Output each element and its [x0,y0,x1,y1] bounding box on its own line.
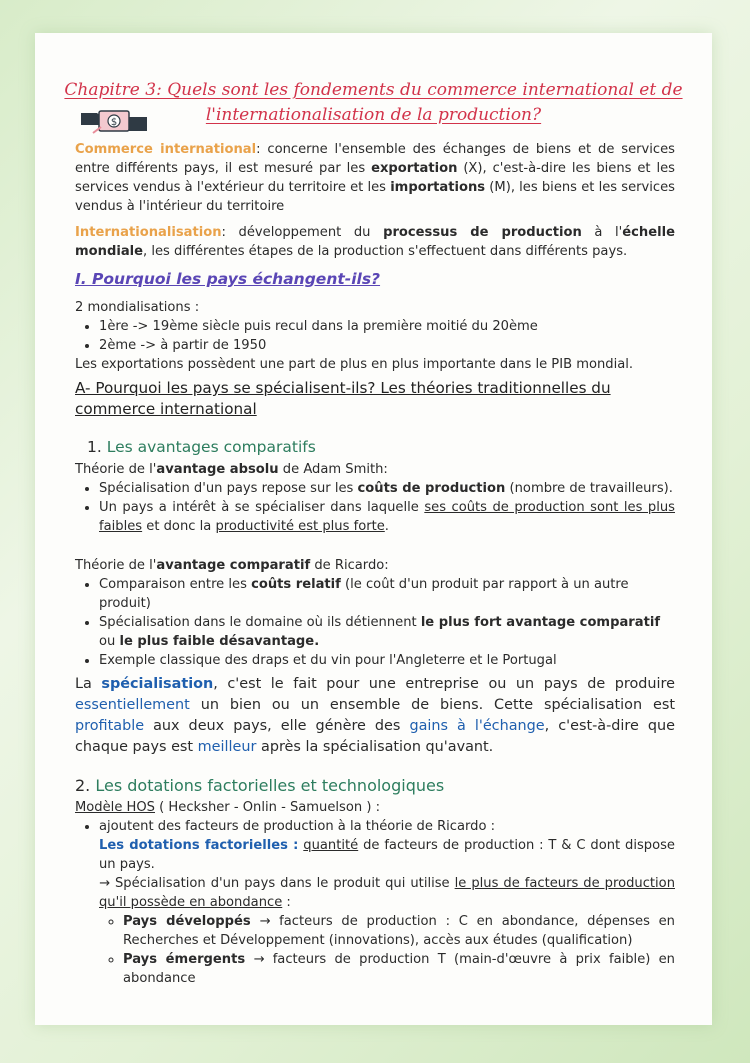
svg-text:$: $ [110,117,118,128]
section-1-heading: I. Pourquoi les pays échangent-ils? [75,270,381,288]
hos-model: Modèle HOS ( Hecksher - Onlin - Samuelson ) : • ajoutent des facteurs de production à la théorie de Ricardo : Les dotations factorielles : quantité de facteurs de production : T & C dont dispose un pays. → Spécialisation d'un pays dans le produit qui utilise le plus de facteurs de production qu'il possède en abondance : ◦ Pays développés → facteurs de production : C en abondance, dépenses en Recherches et Développement (innovations), accès aux études (qualification) ◦ Pays émergents → facteurs de production T (main-d'œuvre à prix faible) en abondance [75,798,675,988]
definition-commerce: Commerce international: concerne l'ensemble des échanges de biens et de services entre différents pays, il est mesuré par les exportation (X), c'est-à-dire les biens et les services vendus à l'extérieur du territoire et les importations (M), les biens et les services vendus à l'intérieur du territoire [75,142,676,214]
smith-theory: Théorie de l'avantage absolu de Adam Smith: • Spécialisation d'un pays repose sur les coûts de production (nombre de travailleurs). • Un pays a intérêt à se spécialiser dans laquelle ses coûts de production sont les plus faibles et donc la productivité est plus forte. [75,460,675,536]
ricardo-theory: Théorie de l'avantage comparatif de Ricardo: • Comparaison entre les coûts relatif (le coût d'un produit par rapport à un autre produit) • Spécialisation dans le domaine où ils détiennent le plus fort avantage comparatif ou le plus faible désavantage. • Exemple classique des draps et du vin pour l'Angleterre et le Portugal [75,556,675,670]
document-page [35,33,712,1025]
specialisation-paragraph: La spécialisation, c'est le fait pour une entreprise ou un pays de produire essentiellement un bien ou un ensemble de biens. Cette spécialisation est profitable aux deux pays, elle génère des gains à l'échange, c'est-à-dire que chaque pays est meilleur après la spécialisation qu'avant. [75,676,676,755]
subsection-2-heading: 2. Les dotations factorielles et technologiques [75,776,445,795]
list-item: • Spécialisation d'un pays repose sur les coûts de production (nombre de travailleurs). [99,479,675,498]
subsection-1-heading: 1. Les avantages comparatifs [87,438,316,456]
list-item: • Comparaison entre les coûts relatif (le coût d'un produit par rapport à un autre produit) [99,575,675,613]
section-a-heading: A- Pourquoi les pays se spécialisent-ils? Les théories traditionnelles du commerce international [75,379,611,418]
list-item: • 1ère -> 19ème siècle puis recul dans la première moitié du 20ème [99,317,675,336]
chapter-title [35,78,712,128]
list-item: • 2ème -> à partir de 1950 [99,336,675,355]
definition-internationalisation: Internationalisation: développement du processus de production à l'échelle mondiale, les différentes étapes de la production s'effectuent dans différents pays. [75,225,675,259]
list-item: ◦ Pays développés → facteurs de production : C en abondance, dépenses en Recherches et Développement (innovations), accès aux études (qualification) [123,912,675,950]
list-item: • Spécialisation dans le domaine où ils détiennent le plus fort avantage comparatif ou le plus faible désavantage. [99,613,675,651]
list-item: • Un pays a intérêt à se spécialiser dans laquelle ses coûts de production sont les plus faibles et donc la productivité est plus forte. [99,498,675,536]
chapter-title-line1: Chapitre 3: Quels sont les fondements du commerce international et de [64,80,683,100]
list-item: • Exemple classique des draps et du vin pour l'Angleterre et le Portugal [99,651,675,670]
section-1-body: 2 mondialisations : • 1ère -> 19ème siècle puis recul dans la première moitié du 20ème • 2ème -> à partir de 1950 Les exportations possèdent une part de plus en plus importante dans le PIB mondial. [75,298,675,374]
list-item: • ajoutent des facteurs de production à la théorie de Ricardo : Les dotations factorielles : quantité de facteurs de production : T & C dont dispose un pays. → Spécialisation d'un pays dans le produit qui utilise le plus de facteurs de production qu'il possède en abondance : ◦ Pays développés → facteurs de production : C en abondance, dépenses en Recherches et Développement (innovations), accès aux études (qualification) ◦ Pays émergents → facteurs de production T (main-d'œuvre à prix faible) en abondance [99,817,675,988]
chapter-title-line2: l'internationalisation de la production? [205,105,542,125]
list-item: ◦ Pays émergents → facteurs de production T (main-d'œuvre à prix faible) en abondance [123,950,675,988]
